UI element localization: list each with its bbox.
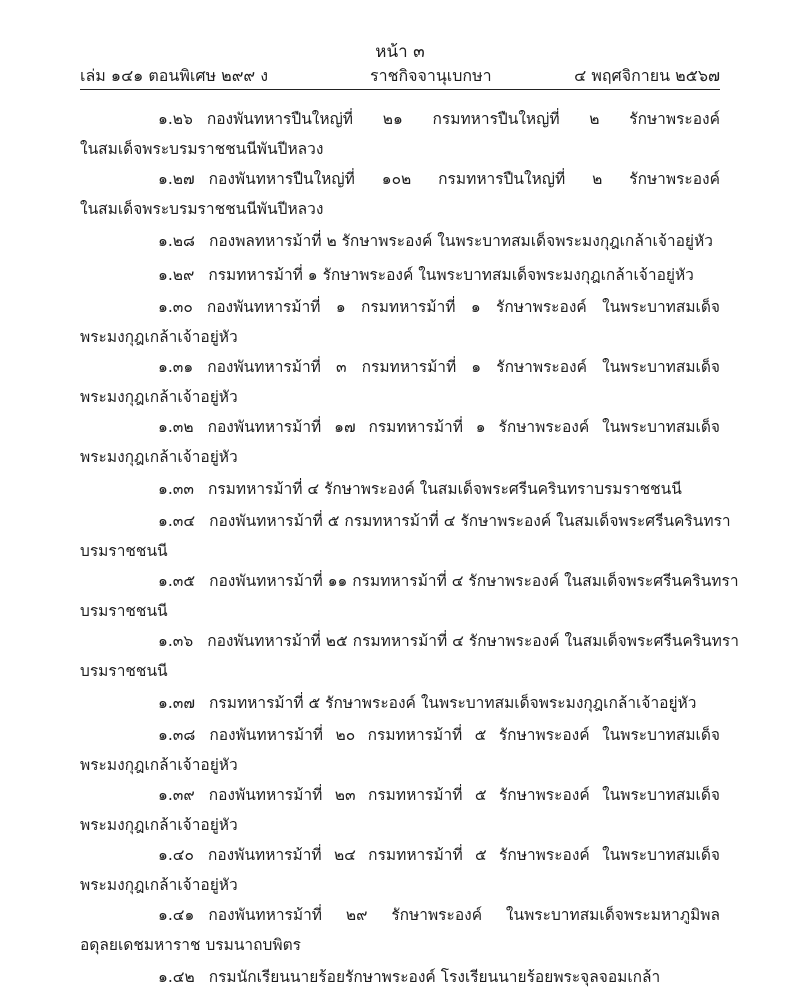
item-continuation: อดุลยเดชมหาราช บรมนาถบพิตร: [80, 936, 301, 954]
item-text: กองพันทหารปืนใหญ่ที่ ๒๑ กรมทหารปืนใหญ่ที่ ๒ รักษาพระองค์: [206, 110, 720, 128]
item-continuation: ในสมเด็จพระบรมราชชนนีพันปีหลวง: [80, 140, 324, 158]
item-text: กองพันทหารม้าที่ ๒๐ กรมทหารม้าที่ ๕ รักษาพระองค์ ในพระบาทสมเด็จ: [209, 726, 720, 744]
item-number: ๑.๒๖: [158, 110, 193, 128]
list-item-first-line: [80, 164, 720, 194]
item-text: กองพันทหารม้าที่ ๓ กรมทหารม้าที่ ๑ รักษาพระองค์ ในพระบาทสมเด็จ: [207, 358, 720, 376]
list-item-first-line: [80, 840, 720, 870]
item-continuation: พระมงกุฎเกล้าเจ้าอยู่หัว: [80, 328, 238, 346]
header-issue: เล่ม ๑๔๑ ตอนพิเศษ ๒๙๙ ง: [80, 66, 269, 85]
gazette-header: [80, 64, 720, 86]
item-continuation: ในสมเด็จพระบรมราชชนนีพันปีหลวง: [80, 200, 324, 218]
list-item: [80, 686, 720, 720]
item-text: กองพันทหารม้าที่ ๑๗ กรมทหารม้าที่ ๑ รักษาพระองค์ ในพระบาทสมเด็จ: [207, 418, 720, 436]
item-number: ๑.๓๙: [158, 786, 195, 804]
list-item: [80, 164, 720, 224]
item-number: ๑.๒๘: [158, 232, 195, 250]
item-continuation: พระมงกุฎเกล้าเจ้าอยู่หัว: [80, 388, 238, 406]
header-rule: [80, 89, 720, 90]
list-item-first-line: [80, 566, 739, 596]
list-item-first-line: [80, 780, 720, 810]
list-item: [80, 472, 720, 506]
list-item: [80, 626, 739, 686]
page-number: หน้า ๓: [375, 42, 425, 62]
item-number: ๑.๓๒: [158, 418, 194, 436]
item-number: ๑.๔๐: [158, 846, 194, 864]
item-text: กองพันทหารม้าที่ ๒๔ กรมทหารม้าที่ ๕ รักษาพระองค์ ในพระบาทสมเด็จ: [207, 846, 720, 864]
list-item-first-line: [80, 224, 720, 258]
list-item: [80, 104, 720, 164]
item-text: กองพันทหารม้าที่ ๕ กรมทหารม้าที่ ๔ รักษาพระองค์ ในสมเด็จพระศรีนครินทรา: [209, 512, 731, 530]
item-text: กรมทหารม้าที่ ๑ รักษาพระองค์ ในพระบาทสมเด็จพระมงกุฎเกล้าเจ้าอยู่หัว: [208, 266, 694, 284]
list-item: [80, 566, 739, 626]
item-list: [80, 104, 739, 994]
list-item-first-line: [80, 472, 720, 506]
item-number: ๑.๓๑: [158, 358, 194, 376]
list-item-first-line: [80, 412, 720, 442]
header-gazette-title: ราชกิจจานุเบกษา: [370, 66, 492, 85]
item-text: กองพันทหารม้าที่ ๑๑ กรมทหารม้าที่ ๔ รักษาพระองค์ ในสมเด็จพระศรีนครินทรา: [209, 572, 739, 590]
list-item: [80, 292, 720, 352]
item-number: ๑.๒๙: [158, 266, 195, 284]
item-number: ๑.๓๐: [158, 298, 193, 316]
item-text: กองพันทหารม้าที่ ๒๓ กรมทหารม้าที่ ๕ รักษาพระองค์ ในพระบาทสมเด็จ: [208, 786, 720, 804]
item-number: ๑.๓๗: [158, 694, 196, 712]
list-item-first-line: [80, 258, 720, 292]
item-text: กองพันทหารม้าที่ ๒๙ รักษาพระองค์ ในพระบาทสมเด็จพระมหาภูมิพล: [208, 906, 720, 924]
list-item-first-line: [80, 104, 720, 134]
list-item-first-line: [80, 960, 720, 994]
item-continuation: พระมงกุฎเกล้าเจ้าอยู่หัว: [80, 756, 238, 774]
item-number: ๑.๓๓: [158, 480, 194, 498]
list-item: [80, 352, 720, 412]
list-item-first-line: [80, 352, 720, 382]
item-continuation: บรมราชชนนี: [80, 662, 168, 680]
item-text: กองพันทหารม้าที่ ๒๕ กรมทหารม้าที่ ๔ รักษาพระองค์ ในสมเด็จพระศรีนครินทรา: [207, 632, 739, 650]
item-text: กองพันทหารม้าที่ ๑ กรมทหารม้าที่ ๑ รักษาพระองค์ ในพระบาทสมเด็จ: [206, 298, 720, 316]
item-text: กองพลทหารม้าที่ ๒ รักษาพระองค์ ในพระบาทสมเด็จพระมงกุฎเกล้าเจ้าอยู่หัว: [208, 232, 713, 250]
item-text: กรมทหารม้าที่ ๕ รักษาพระองค์ ในพระบาทสมเด็จพระมงกุฎเกล้าเจ้าอยู่หัว: [209, 694, 697, 712]
item-number: ๑.๔๒: [158, 968, 195, 986]
item-text: กองพันทหารปืนใหญ่ที่ ๑๐๒ กรมทหารปืนใหญ่ที่ ๒ รักษาพระองค์: [208, 170, 720, 188]
list-item: [80, 840, 720, 900]
list-item: [80, 900, 720, 960]
list-item-first-line: [80, 720, 720, 750]
item-number: ๑.๔๑: [158, 906, 195, 924]
item-number: ๑.๓๖: [158, 632, 194, 650]
item-continuation: พระมงกุฎเกล้าเจ้าอยู่หัว: [80, 448, 238, 466]
list-item-first-line: [80, 506, 731, 536]
list-item-first-line: [80, 292, 720, 322]
list-item: [80, 224, 720, 258]
item-continuation: บรมราชชนนี: [80, 602, 168, 620]
list-item: [80, 412, 720, 472]
list-item: [80, 506, 731, 566]
item-continuation: บรมราชชนนี: [80, 542, 168, 560]
header-date: ๔ พฤศจิกายน ๒๕๖๗: [574, 66, 720, 85]
list-item: [80, 258, 720, 292]
item-number: ๑.๓๕: [158, 572, 196, 590]
list-item: [80, 780, 720, 840]
item-continuation: พระมงกุฎเกล้าเจ้าอยู่หัว: [80, 876, 238, 894]
item-number: ๑.๓๘: [158, 726, 196, 744]
item-text: กรมนักเรียนนายร้อยรักษาพระองค์ โรงเรียนนายร้อยพระจุลจอมเกล้า: [208, 968, 661, 986]
list-item-first-line: [80, 900, 720, 930]
item-text: กรมทหารม้าที่ ๔ รักษาพระองค์ ในสมเด็จพระศรีนครินทราบรมราชชนนี: [207, 480, 682, 498]
item-number: ๑.๓๔: [158, 512, 196, 530]
list-item-first-line: [80, 686, 720, 720]
list-item-first-line: [80, 626, 739, 656]
list-item: [80, 960, 720, 994]
item-continuation: พระมงกุฎเกล้าเจ้าอยู่หัว: [80, 816, 238, 834]
list-item: [80, 720, 720, 780]
item-number: ๑.๒๗: [158, 170, 195, 188]
